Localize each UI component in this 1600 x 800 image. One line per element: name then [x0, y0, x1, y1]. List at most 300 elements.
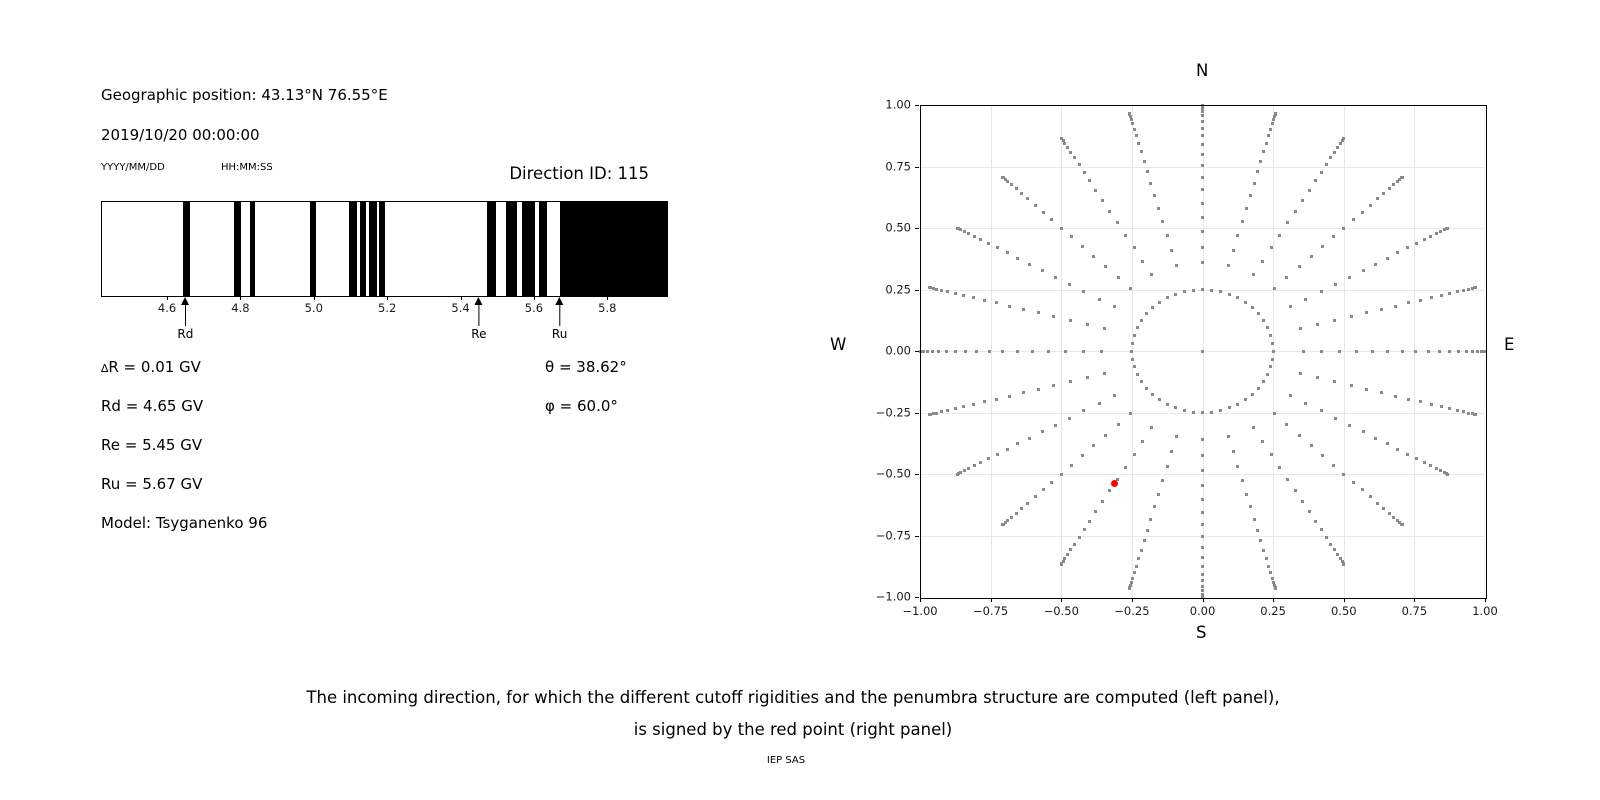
y-tick-mark — [915, 228, 919, 229]
gray-direction-dot — [1026, 197, 1029, 200]
gray-direction-dot — [1232, 450, 1235, 453]
gray-direction-dot — [1252, 273, 1255, 276]
gray-direction-dot — [1103, 327, 1106, 330]
gray-direction-dot — [1423, 238, 1426, 241]
gray-direction-dot — [1020, 507, 1023, 510]
gray-direction-dot — [1236, 296, 1239, 299]
gray-direction-dot — [1140, 150, 1143, 153]
gray-direction-dot — [1365, 311, 1368, 314]
gray-direction-dot — [1083, 171, 1086, 174]
gray-direction-dot — [1407, 398, 1410, 401]
gray-direction-dot — [1316, 376, 1319, 379]
rigidity-tick-mark — [461, 296, 462, 300]
rigidity-tick-mark — [387, 296, 388, 300]
gray-direction-dot — [1001, 523, 1004, 526]
y-tick-mark — [915, 597, 919, 598]
marker-label-Ru: Ru — [551, 327, 568, 341]
gray-direction-dot — [996, 246, 999, 249]
gray-direction-dot — [1078, 536, 1081, 539]
gray-direction-dot — [1054, 424, 1057, 427]
gray-direction-dot — [988, 350, 991, 353]
gray-direction-dot — [928, 413, 931, 416]
gray-direction-dot — [1166, 403, 1169, 406]
gray-direction-dot — [1236, 465, 1239, 468]
gray-direction-dot — [1201, 411, 1204, 414]
gray-direction-dot — [1407, 301, 1410, 304]
gray-direction-dot — [1329, 156, 1332, 159]
gray-direction-dot — [1064, 350, 1067, 353]
gray-direction-dot — [1151, 393, 1154, 396]
arrow-up-icon — [181, 297, 189, 305]
gray-direction-dot — [1332, 464, 1335, 467]
x-tick-label: −0.75 — [972, 604, 1009, 618]
arrow-up-icon — [556, 297, 564, 305]
gray-direction-dot — [940, 289, 943, 292]
gray-direction-dot — [1289, 394, 1292, 397]
gray-direction-dot — [1462, 410, 1465, 413]
gray-direction-dot — [1259, 160, 1262, 163]
gray-direction-dot — [1386, 257, 1389, 260]
gray-direction-dot — [1440, 405, 1443, 408]
rigidity-tick-label: 4.8 — [231, 301, 250, 315]
gray-direction-dot — [1251, 393, 1254, 396]
gray-direction-dot — [1320, 171, 1323, 174]
compass-north-label: N — [1196, 61, 1209, 80]
gray-direction-dot — [967, 467, 970, 470]
gray-direction-dot — [972, 296, 975, 299]
penumbra-bar — [369, 202, 377, 296]
gray-direction-dot — [1201, 579, 1204, 582]
delta-symbol: ∆ — [101, 362, 109, 375]
gray-direction-dot — [1129, 412, 1132, 415]
compass-west-label: W — [830, 335, 847, 354]
gray-direction-dot — [1448, 292, 1451, 295]
gray-direction-dot — [1136, 326, 1139, 329]
gray-direction-dot — [1310, 444, 1313, 447]
y-tick-label: −0.50 — [875, 466, 911, 481]
gray-direction-dot — [1103, 372, 1106, 375]
gray-direction-dot — [1423, 461, 1426, 464]
gray-direction-dot — [1133, 365, 1136, 368]
gray-direction-dot — [1108, 210, 1111, 213]
gray-direction-dot — [1438, 350, 1441, 353]
gray-direction-dot — [1429, 235, 1432, 238]
gray-direction-dot — [1037, 311, 1040, 314]
gray-direction-dot — [1210, 289, 1213, 292]
gray-direction-dot — [1304, 402, 1307, 405]
gray-direction-dot — [1060, 227, 1063, 230]
gray-direction-dot — [1361, 211, 1364, 214]
gray-direction-dot — [1081, 454, 1084, 457]
gray-direction-dot — [1124, 466, 1127, 469]
gray-direction-dot — [1146, 529, 1149, 532]
gray-direction-dot — [1146, 170, 1149, 173]
y-tick-mark — [915, 105, 919, 106]
gray-direction-dot — [1133, 571, 1136, 574]
arrow-stem — [185, 305, 187, 326]
gray-direction-dot — [1050, 218, 1053, 221]
gray-direction-dot — [1070, 464, 1073, 467]
gray-direction-dot — [1149, 518, 1152, 521]
gray-direction-dot — [1201, 350, 1204, 353]
gray-direction-dot — [1037, 388, 1040, 391]
gray-direction-dot — [1201, 120, 1204, 123]
gray-direction-dot — [1026, 502, 1029, 505]
gray-direction-dot — [1256, 529, 1259, 532]
gray-direction-dot — [1374, 437, 1377, 440]
y-tick-mark — [915, 167, 919, 168]
rigidity-tick-mark — [534, 296, 535, 300]
gray-direction-dot — [1430, 296, 1433, 299]
gray-direction-dot — [1274, 587, 1277, 590]
gray-direction-dot — [1052, 315, 1055, 318]
gray-direction-dot — [1396, 251, 1399, 254]
gray-direction-dot — [1256, 170, 1259, 173]
gray-direction-dot — [1394, 305, 1397, 308]
arrow-stem — [478, 305, 480, 326]
x-tick-mark — [1203, 598, 1204, 602]
gray-direction-dot — [1419, 400, 1422, 403]
y-tick-label: −0.75 — [875, 528, 911, 542]
gray-direction-dot — [1137, 557, 1140, 560]
gray-direction-dot — [1047, 350, 1050, 353]
gray-direction-dot — [1140, 380, 1143, 383]
gray-direction-dot — [1430, 403, 1433, 406]
gray-direction-dot — [1352, 481, 1355, 484]
gray-direction-dot — [1015, 187, 1018, 190]
gray-direction-dot — [1329, 543, 1332, 546]
gray-direction-dot — [1104, 265, 1107, 268]
gray-direction-dot — [1201, 438, 1204, 441]
gray-direction-dot — [1294, 210, 1297, 213]
gray-direction-dot — [1008, 305, 1011, 308]
gray-direction-dot — [1022, 391, 1025, 394]
rigidity-tick-label: 4.6 — [157, 301, 177, 315]
gray-direction-dot — [1362, 269, 1365, 272]
gray-direction-dot — [1135, 565, 1138, 568]
gray-direction-dot — [979, 461, 982, 464]
gray-direction-dot — [1135, 134, 1138, 137]
gray-direction-dot — [1050, 481, 1053, 484]
gray-direction-dot — [940, 410, 943, 413]
rigidity-tick-label: 5.2 — [378, 301, 397, 315]
gray-direction-dot — [1136, 373, 1139, 376]
gray-direction-dot — [1006, 519, 1009, 522]
gray-direction-dot — [1001, 176, 1004, 179]
gray-direction-dot — [1124, 234, 1127, 237]
gray-direction-dot — [1192, 289, 1195, 292]
gray-direction-dot — [1249, 505, 1252, 508]
x-tick-mark — [1061, 598, 1062, 602]
marker-label-Rd: Rd — [177, 327, 194, 341]
x-tick-mark — [1273, 598, 1274, 602]
gray-direction-dot — [975, 350, 978, 353]
gray-direction-dot — [1304, 298, 1307, 301]
gray-direction-dot — [1183, 290, 1186, 293]
gray-direction-dot — [1141, 440, 1144, 443]
gray-direction-dot — [1083, 528, 1086, 531]
parameter-row: Re = 5.45 GV — [101, 436, 203, 454]
y-tick-mark — [915, 290, 919, 291]
gray-direction-dot — [1457, 350, 1460, 353]
gray-direction-dot — [1394, 395, 1397, 398]
gray-direction-dot — [1153, 194, 1156, 197]
gray-direction-dot — [1201, 188, 1204, 191]
gray-direction-dot — [1352, 218, 1355, 221]
gray-direction-dot — [1098, 402, 1101, 405]
gray-direction-dot — [1245, 207, 1248, 210]
gray-direction-dot — [1294, 489, 1297, 492]
gray-direction-dot — [1140, 319, 1143, 322]
gray-direction-dot — [1073, 543, 1076, 546]
penumbra-plot — [101, 201, 668, 297]
gray-direction-dot — [1271, 122, 1274, 125]
x-tick-mark — [991, 598, 992, 602]
gridline-horizontal — [920, 474, 1485, 475]
gray-direction-dot — [1236, 234, 1239, 237]
gridline-horizontal — [920, 228, 1485, 229]
gray-direction-dot — [1269, 128, 1272, 131]
gray-direction-dot — [1308, 510, 1311, 513]
gray-direction-dot — [1333, 151, 1336, 154]
gray-direction-dot — [963, 469, 966, 472]
gray-direction-dot — [1141, 260, 1144, 263]
gray-direction-dot — [1241, 220, 1244, 223]
gray-direction-dot — [1342, 227, 1345, 230]
red-incoming-direction-point — [1111, 480, 1118, 487]
gray-direction-dot — [1060, 563, 1063, 566]
gray-direction-dot — [1380, 308, 1383, 311]
gray-direction-dot — [1028, 437, 1031, 440]
gray-direction-dot — [1015, 512, 1018, 515]
gray-direction-dot — [1289, 305, 1292, 308]
gray-direction-dot — [1320, 290, 1323, 293]
gray-direction-dot — [1201, 585, 1204, 588]
gray-direction-dot — [1201, 134, 1204, 137]
penumbra-bar — [379, 202, 385, 296]
gray-direction-dot — [1435, 232, 1438, 235]
gray-direction-dot — [1415, 242, 1418, 245]
gray-direction-dot — [1334, 283, 1337, 286]
gray-direction-dot — [931, 350, 934, 353]
gray-direction-dot — [1086, 376, 1089, 379]
gray-direction-dot — [1308, 189, 1311, 192]
gray-direction-dot — [1285, 276, 1288, 279]
gray-direction-dot — [1201, 469, 1204, 472]
gray-direction-dot — [1382, 192, 1385, 195]
y-tick-label: 0.50 — [885, 220, 911, 235]
gray-direction-dot — [1448, 407, 1451, 410]
arrow-stem — [559, 305, 561, 326]
gray-direction-dot — [946, 409, 949, 412]
gray-direction-dot — [1069, 151, 1072, 154]
gray-direction-dot — [1201, 498, 1204, 501]
gray-direction-dot — [1219, 409, 1222, 412]
gray-direction-dot — [1236, 403, 1239, 406]
gray-direction-dot — [1321, 245, 1324, 248]
time-format-label: HH:MM:SS — [221, 162, 273, 173]
gray-direction-dot — [1113, 394, 1116, 397]
gray-direction-dot — [1101, 199, 1104, 202]
rigidity-tick-mark — [167, 296, 168, 300]
gray-direction-dot — [1355, 350, 1358, 353]
gray-direction-dot — [1150, 426, 1153, 429]
gray-direction-dot — [1113, 305, 1116, 308]
gray-direction-dot — [1082, 290, 1085, 293]
x-tick-label: 0.00 — [1189, 604, 1216, 618]
gray-direction-dot — [1081, 245, 1084, 248]
x-tick-mark — [1344, 598, 1345, 602]
gray-direction-dot — [1320, 350, 1323, 353]
gray-direction-dot — [1219, 290, 1222, 293]
gray-direction-dot — [1272, 350, 1275, 353]
penumbra-bar — [522, 202, 535, 296]
gray-direction-dot — [1133, 128, 1136, 131]
gray-direction-dot — [1467, 288, 1470, 291]
gray-direction-dot — [1435, 467, 1438, 470]
y-tick-label: 0.25 — [885, 282, 911, 296]
gray-direction-dot — [1022, 308, 1025, 311]
gray-direction-dot — [1333, 548, 1336, 551]
gray-direction-dot — [983, 400, 986, 403]
gray-direction-dot — [956, 473, 959, 476]
gray-direction-dot — [1157, 207, 1160, 210]
gray-direction-dot — [1388, 187, 1391, 190]
gray-direction-dot — [1070, 235, 1073, 238]
gray-direction-dot — [1274, 112, 1277, 115]
gray-direction-dot — [1131, 122, 1134, 125]
x-tick-mark — [1132, 598, 1133, 602]
gray-direction-dot — [1350, 315, 1353, 318]
gray-direction-dot — [1332, 235, 1335, 238]
gray-direction-dot — [1006, 180, 1009, 183]
gray-direction-dot — [1201, 454, 1204, 457]
rigidity-tick-label: 5.0 — [304, 301, 323, 315]
gray-direction-dot — [1271, 577, 1274, 580]
gray-direction-dot — [935, 288, 938, 291]
gray-direction-dot — [1446, 473, 1449, 476]
gray-direction-dot — [1462, 289, 1465, 292]
gray-direction-dot — [1201, 216, 1204, 219]
gray-direction-dot — [1201, 114, 1204, 117]
gray-direction-dot — [1108, 489, 1111, 492]
gray-direction-dot — [1448, 350, 1451, 353]
parameter-row: Model: Tsyganenko 96 — [101, 514, 268, 532]
gray-direction-dot — [1342, 473, 1345, 476]
gray-direction-dot — [1006, 251, 1009, 254]
gray-direction-dot — [1201, 153, 1204, 156]
penumbra-bar — [310, 202, 316, 296]
gray-direction-dot — [1042, 488, 1045, 491]
gray-direction-dot — [1241, 479, 1244, 482]
gray-direction-dot — [1166, 296, 1169, 299]
gray-direction-dot — [1386, 442, 1389, 445]
gray-direction-dot — [1484, 350, 1487, 353]
gray-direction-dot — [1253, 182, 1256, 185]
gray-direction-dot — [1278, 466, 1281, 469]
gray-direction-dot — [1066, 553, 1069, 556]
gray-direction-dot — [1201, 104, 1204, 107]
gray-direction-dot — [967, 232, 970, 235]
gray-direction-dot — [1201, 110, 1204, 113]
gray-direction-dot — [1348, 276, 1351, 279]
gray-direction-dot — [1149, 182, 1152, 185]
gray-direction-dot — [1474, 413, 1477, 416]
gray-direction-dot — [919, 350, 922, 353]
parameter-row: Ru = 5.67 GV — [101, 475, 203, 493]
gray-direction-dot — [1285, 423, 1288, 426]
gray-direction-dot — [1137, 142, 1140, 145]
gray-direction-dot — [1133, 453, 1136, 456]
y-tick-label: 1.00 — [885, 97, 911, 112]
rigidity-tick-mark — [314, 296, 315, 300]
gray-direction-dot — [1446, 227, 1449, 230]
gray-direction-dot — [1253, 518, 1256, 521]
gray-direction-dot — [1348, 424, 1351, 427]
penumbra-bar — [234, 202, 241, 296]
gray-direction-dot — [1042, 211, 1045, 214]
gray-direction-dot — [1157, 493, 1160, 496]
gray-direction-dot — [1314, 179, 1317, 182]
gray-direction-dot — [1401, 176, 1404, 179]
gray-direction-dot — [963, 230, 966, 233]
gray-direction-dot — [1376, 502, 1379, 505]
gray-direction-dot — [972, 403, 975, 406]
x-tick-label: −0.25 — [1114, 604, 1150, 618]
gray-direction-dot — [1006, 448, 1009, 451]
gray-direction-dot — [1244, 301, 1247, 304]
gray-direction-dot — [1334, 417, 1337, 420]
gray-direction-dot — [1266, 373, 1269, 376]
gray-direction-dot — [1338, 350, 1341, 353]
gray-direction-dot — [1429, 464, 1432, 467]
gray-direction-dot — [1068, 417, 1071, 420]
x-tick-label: 1.00 — [1472, 604, 1498, 618]
gray-direction-dot — [1158, 301, 1161, 304]
gray-direction-dot — [1066, 146, 1069, 149]
gray-direction-dot — [1060, 473, 1063, 476]
gray-direction-dot — [1201, 565, 1204, 568]
gray-direction-dot — [1401, 350, 1404, 353]
gray-direction-dot — [1010, 516, 1013, 519]
rigidity-tick-label: 5.6 — [524, 301, 544, 315]
gray-direction-dot — [1271, 342, 1274, 345]
gray-direction-dot — [1092, 255, 1095, 258]
gray-direction-dot — [1265, 557, 1268, 560]
penumbra-bar — [250, 202, 255, 296]
gray-direction-dot — [954, 407, 957, 410]
compass-south-label: S — [1196, 623, 1207, 642]
gray-direction-dot — [962, 294, 965, 297]
gray-direction-dot — [1273, 412, 1276, 415]
gray-direction-dot — [1406, 453, 1409, 456]
gray-direction-dot — [1201, 164, 1204, 167]
gray-direction-dot — [1301, 500, 1304, 503]
gray-direction-dot — [1086, 323, 1089, 326]
gray-direction-dot — [973, 464, 976, 467]
gray-direction-dot — [1145, 312, 1148, 315]
gray-direction-dot — [1262, 380, 1265, 383]
gray-direction-dot — [1088, 520, 1091, 523]
gray-direction-dot — [1365, 388, 1368, 391]
gray-direction-dot — [1008, 395, 1011, 398]
gray-direction-dot — [964, 350, 967, 353]
gray-direction-dot — [1158, 398, 1161, 401]
gray-direction-dot — [1333, 380, 1336, 383]
gray-direction-dot — [1201, 127, 1204, 130]
gray-direction-dot — [1320, 409, 1323, 412]
gray-direction-dot — [1316, 323, 1319, 326]
